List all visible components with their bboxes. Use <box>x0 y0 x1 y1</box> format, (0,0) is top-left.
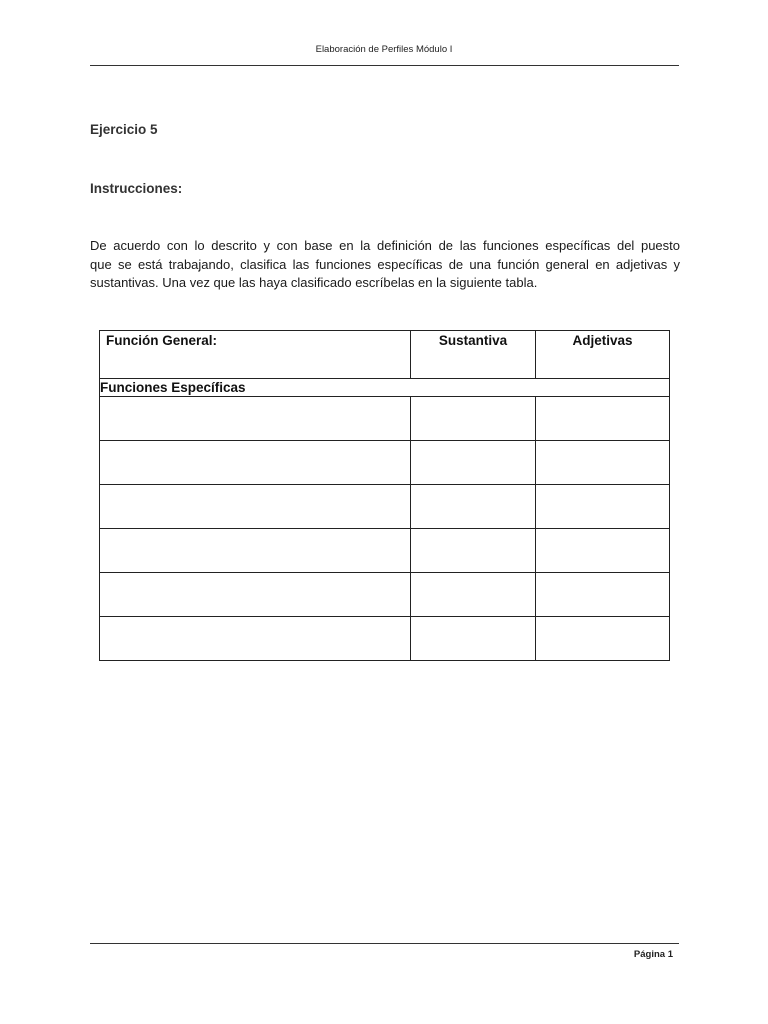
specific-function-cell[interactable] <box>100 485 411 529</box>
footer-divider <box>90 943 679 944</box>
instructions-paragraph <box>90 237 680 293</box>
adjetiva-cell[interactable] <box>536 529 670 573</box>
instructions-heading: Instrucciones: <box>90 181 183 196</box>
sustantiva-cell[interactable] <box>411 529 536 573</box>
sustantiva-cell[interactable] <box>411 441 536 485</box>
running-header: Elaboración de Perfiles Módulo I <box>315 44 453 55</box>
classification-table <box>99 330 670 661</box>
sustantiva-cell[interactable] <box>411 485 536 529</box>
sustantiva-cell[interactable] <box>411 617 536 661</box>
specific-function-cell[interactable] <box>100 617 411 661</box>
specific-function-cell[interactable] <box>100 441 411 485</box>
adjetiva-cell[interactable] <box>536 397 670 441</box>
specific-function-cell[interactable] <box>100 397 411 441</box>
adjetiva-cell[interactable] <box>536 617 670 661</box>
sustantiva-cell[interactable] <box>411 397 536 441</box>
table-row <box>100 397 670 441</box>
instructions-line-3: sustantivas. Una vez que las haya clasificado escríbelas en la siguiente tabla. <box>90 275 538 290</box>
exercise-title: Ejercicio 5 <box>90 122 158 137</box>
specific-function-cell[interactable] <box>100 529 411 573</box>
subheader-funciones-especificas: Funciones Específicas <box>100 379 670 397</box>
table-row <box>100 573 670 617</box>
instructions-line-2: que se está trabajando, clasifica las funciones específicas de una función general en adjetivas y <box>90 256 680 272</box>
adjetiva-cell[interactable] <box>536 441 670 485</box>
table-row <box>100 485 670 529</box>
instructions-line-1: De acuerdo con lo descrito y con base en la definición de las funciones específicas del puesto <box>90 238 680 253</box>
table-subheader-row <box>100 379 670 397</box>
table-row <box>100 529 670 573</box>
adjetiva-cell[interactable] <box>536 485 670 529</box>
page-number: Página 1 <box>633 949 673 960</box>
header-adjetivas: Adjetivas <box>536 331 670 379</box>
header-sustantiva: Sustantiva <box>411 331 536 379</box>
header-divider <box>90 65 679 66</box>
sustantiva-cell[interactable] <box>411 573 536 617</box>
table-row <box>100 441 670 485</box>
specific-function-cell[interactable] <box>100 573 411 617</box>
header-funcion-general: Función General: <box>100 331 411 379</box>
table-row <box>100 617 670 661</box>
table-header-row <box>100 331 670 379</box>
adjetiva-cell[interactable] <box>536 573 670 617</box>
